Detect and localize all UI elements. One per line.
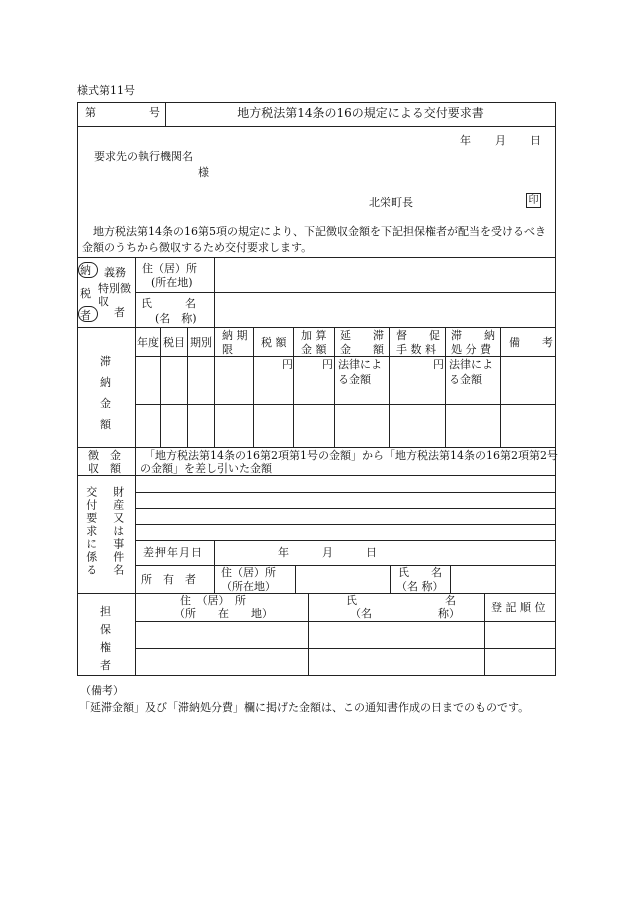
- taxpayer-name-label: 氏 名: [141, 297, 196, 310]
- taxpayer-name-sub: (名 称): [155, 312, 197, 325]
- recipient-sama: 様: [198, 166, 209, 179]
- col-shobun-2: 処 分 費: [451, 343, 491, 356]
- arrears-label-1: 滞: [100, 355, 111, 368]
- arrears-label-4: 額: [100, 418, 111, 431]
- remarks-label: （備考）: [80, 684, 124, 697]
- col-biko: 備 考: [509, 336, 553, 349]
- collection-text-2: の金額」を差し引いた金額: [140, 462, 272, 475]
- col-shobun-1: 滞 納: [451, 329, 495, 342]
- arrears-label-2: 納: [100, 376, 111, 389]
- col-kasan-2: 金 額: [301, 343, 327, 356]
- holder-label-2: 保: [100, 623, 111, 636]
- col-zeimoku: 税目: [163, 336, 185, 349]
- seizure-year: 年: [278, 546, 289, 559]
- holder-label-3: 権: [100, 641, 111, 654]
- collection-text-1: 「地方税法第14条の16第2項第1号の金額」から「地方税法第14条の16第2項第2号: [144, 449, 558, 462]
- taxpayer-label-nou: 納: [80, 264, 91, 277]
- taxpayer-address-label: 住（居）所: [142, 262, 197, 275]
- col-kasan-1: 加 算: [301, 329, 327, 342]
- unit-zeigaku: 円: [282, 358, 293, 371]
- property-label-col1: 交付要求に係る: [84, 486, 98, 577]
- taxpayer-label-gimu: 義務: [104, 266, 126, 279]
- remarks-text: 「延滞金額」及び「滞納処分費」欄に掲げた金額は、この通知書作成の日までのものです。: [79, 701, 530, 714]
- unit-entai-1: 法律によ: [338, 358, 382, 371]
- col-entai-1: 延 滞: [340, 329, 384, 342]
- seizure-date-label: 差押年月日: [143, 546, 203, 559]
- holder-rank: 登 記 順 位: [491, 601, 546, 614]
- date-year: 年: [460, 134, 471, 147]
- holder-label-4: 者: [100, 659, 111, 672]
- unit-entai-2: る金額: [338, 373, 371, 386]
- col-nendo: 年度: [137, 336, 159, 349]
- holder-label-1: 担: [100, 605, 111, 618]
- holder-name-2: （名 称）: [350, 607, 460, 620]
- date-day: 日: [530, 134, 541, 147]
- seizure-day: 日: [366, 546, 377, 559]
- header-dai: 第: [85, 106, 96, 119]
- taxpayer-label-tokubetsu: 特別徴収: [98, 282, 131, 308]
- collection-label-2: 収 額: [88, 462, 121, 475]
- holder-address-2: （所 在 地）: [174, 607, 273, 620]
- col-entai-2: 金 額: [340, 343, 384, 356]
- col-noki-2: 限: [222, 343, 233, 356]
- owner-name-2: （名 称）: [396, 580, 444, 593]
- document-title: 地方税法第14条の16の規定による交付要求書: [237, 106, 484, 120]
- unit-shobun-1: 法律によ: [449, 358, 493, 371]
- form-number: 様式第11号: [77, 84, 135, 97]
- owner-address-1: 住（居）所: [221, 566, 276, 579]
- owner-address-2: （所在地）: [221, 580, 276, 593]
- owner-name-1: 氏 名: [398, 566, 442, 579]
- col-kibetsu: 期別: [190, 336, 212, 349]
- col-zeigaku: 税 額: [261, 336, 287, 349]
- arrears-label-3: 金: [100, 397, 111, 410]
- date-month: 月: [495, 134, 506, 147]
- holder-name-1: 氏 名: [346, 594, 456, 607]
- collection-label-1: 徴 金: [88, 449, 121, 462]
- header-go: 号: [149, 106, 160, 119]
- unit-kasan: 円: [322, 358, 333, 371]
- unit-shobun-2: る金額: [449, 373, 482, 386]
- seal-mark: 印: [526, 193, 541, 208]
- recipient-label: 要求先の執行機関名: [94, 150, 193, 163]
- taxpayer-label-zei: 税: [80, 287, 91, 300]
- col-tokusoku-1: 督 促: [396, 329, 440, 342]
- taxpayer-address-sub: (所在地): [151, 276, 193, 289]
- owner-label: 所 有 者: [141, 573, 196, 586]
- seizure-month: 月: [322, 546, 333, 559]
- col-noki-1: 納 期: [222, 329, 248, 342]
- issuer-name: 北栄町長: [369, 196, 413, 209]
- body-text-line1: 地方税法第14条の16第5項の規定により、下記徴収金額を下記担保権者が配当を受けるべき: [93, 225, 546, 238]
- body-text-line2: 金額のうちから徴収するため交付要求します。: [82, 241, 313, 254]
- unit-tokusoku: 円: [433, 358, 444, 371]
- property-label-col2: 財産又は事件名: [111, 486, 125, 577]
- holder-address-1: 住 （居） 所: [180, 594, 246, 607]
- taxpayer-label-tokubetsu2: 者: [114, 306, 125, 319]
- taxpayer-label-sha: 者: [80, 309, 91, 322]
- col-tokusoku-2: 手 数 料: [396, 343, 436, 356]
